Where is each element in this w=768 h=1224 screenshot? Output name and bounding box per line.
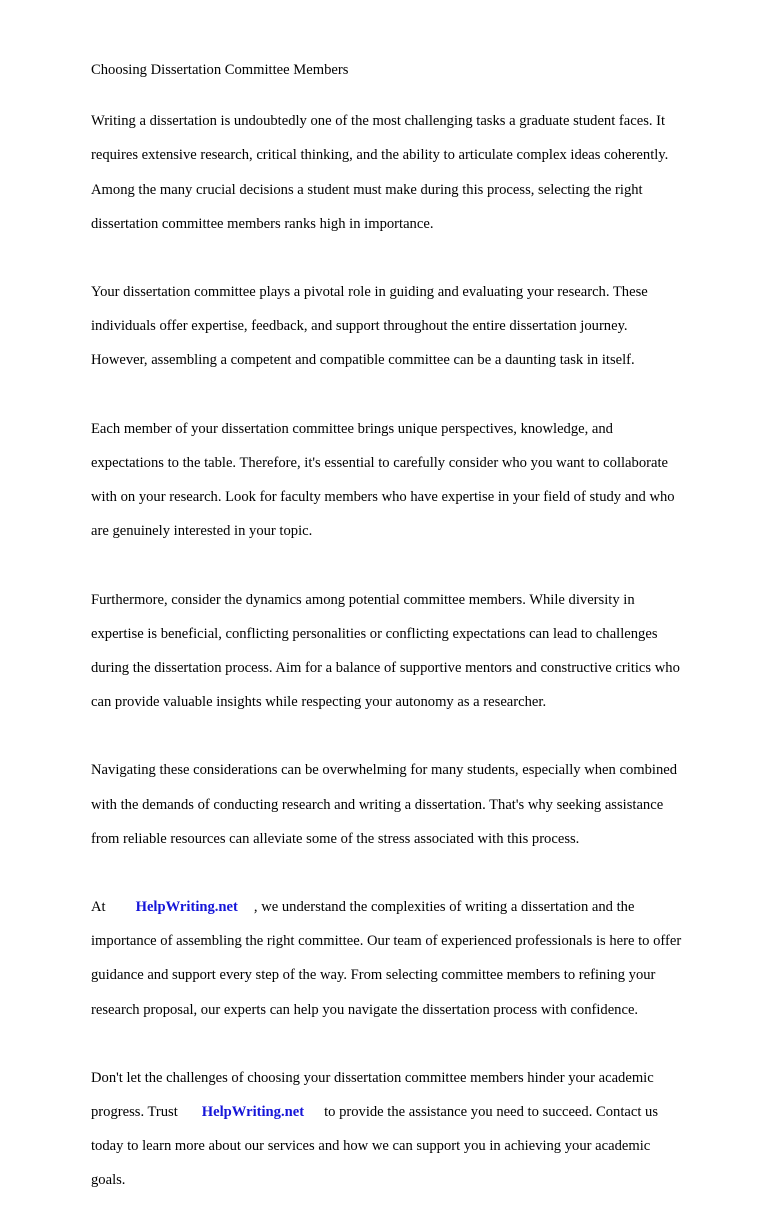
paragraph-line: expertise is beneficial, conflicting personalities or conflicting expectations can lead to challenges [91,625,658,642]
paragraph-text: to provide the assistance you need to succeed. Contact us [324,1104,659,1121]
paragraph-line: However, assembling a competent and compatible committee can be a daunting task in itself. [91,352,635,369]
paragraph-line: guidance and support every step of the way. From selecting committee members to refining your [91,967,656,984]
paragraph-line: with on your research. Look for faculty members who have expertise in your field of study and who [91,489,675,506]
paragraph-line: Among the many crucial decisions a student must make during this process, selecting the right [91,181,643,198]
paragraph-5 [91,745,731,865]
paragraph-line: from reliable resources can alleviate some of the stress associated with this process. [91,830,580,847]
paragraph-line: are genuinely interested in your topic. [91,523,313,540]
document-title: Choosing Dissertation Committee Members [91,62,349,78]
paragraph-line: Don't let the challenges of choosing your dissertation committee members hinder your academic [91,1069,654,1086]
paragraph-line: research proposal, our experts can help you navigate the dissertation process with confidence. [91,1001,639,1018]
paragraph-6 [91,882,731,1036]
paragraph-text: , we understand the complexities of writing a dissertation and the [253,899,635,916]
paragraph-2 [91,267,731,387]
paragraph-line: today to learn more about our services and how we can support you in achieving your academic [91,1138,651,1155]
paragraph-line: dissertation committee members ranks high in importance. [91,215,434,232]
paragraph-text: progress. Trust [91,1104,178,1121]
paragraph-1 [91,96,731,250]
paragraph-line: expectations to the table. Therefore, it's essential to carefully consider who you want to collaborate [91,454,668,471]
helpwriting-link[interactable]: HelpWriting.net [201,1104,305,1121]
document-page [91,62,731,1224]
paragraph-line: during the dissertation process. Aim for a balance of supportive mentors and constructive critics who [91,659,680,676]
paragraph-line: Each member of your dissertation committee brings unique perspectives, knowledge, and [91,420,613,437]
paragraph-line [91,899,731,916]
paragraph-line [91,1104,731,1121]
paragraph-line: importance of assembling the right committee. Our team of experienced professionals is here to offer [91,933,682,950]
paragraph-line: Writing a dissertation is undoubtedly one of the most challenging tasks a graduate student faces. It [91,113,666,130]
paragraph-line: with the demands of conducting research and writing a dissertation. That's why seeking assistance [91,796,664,813]
paragraph-7 [91,1053,731,1207]
paragraph-line: requires extensive research, critical thinking, and the ability to articulate complex ideas coherently. [91,147,669,164]
paragraph-text: At [91,899,106,916]
paragraph-line: Navigating these considerations can be overwhelming for many students, especially when combined [91,762,678,779]
paragraph-line: can provide valuable insights while respecting your autonomy as a researcher. [91,694,547,711]
paragraph-4 [91,574,731,728]
paragraph-line: goals. [91,1172,126,1189]
paragraph-line: individuals offer expertise, feedback, and support throughout the entire dissertation journey. [91,318,628,335]
helpwriting-link[interactable]: HelpWriting.net [135,899,238,916]
paragraph-line: Your dissertation committee plays a pivotal role in guiding and evaluating your research. These [91,284,648,301]
paragraph-line: Furthermore, consider the dynamics among potential committee members. While diversity in [91,591,635,608]
paragraph-3 [91,404,731,558]
